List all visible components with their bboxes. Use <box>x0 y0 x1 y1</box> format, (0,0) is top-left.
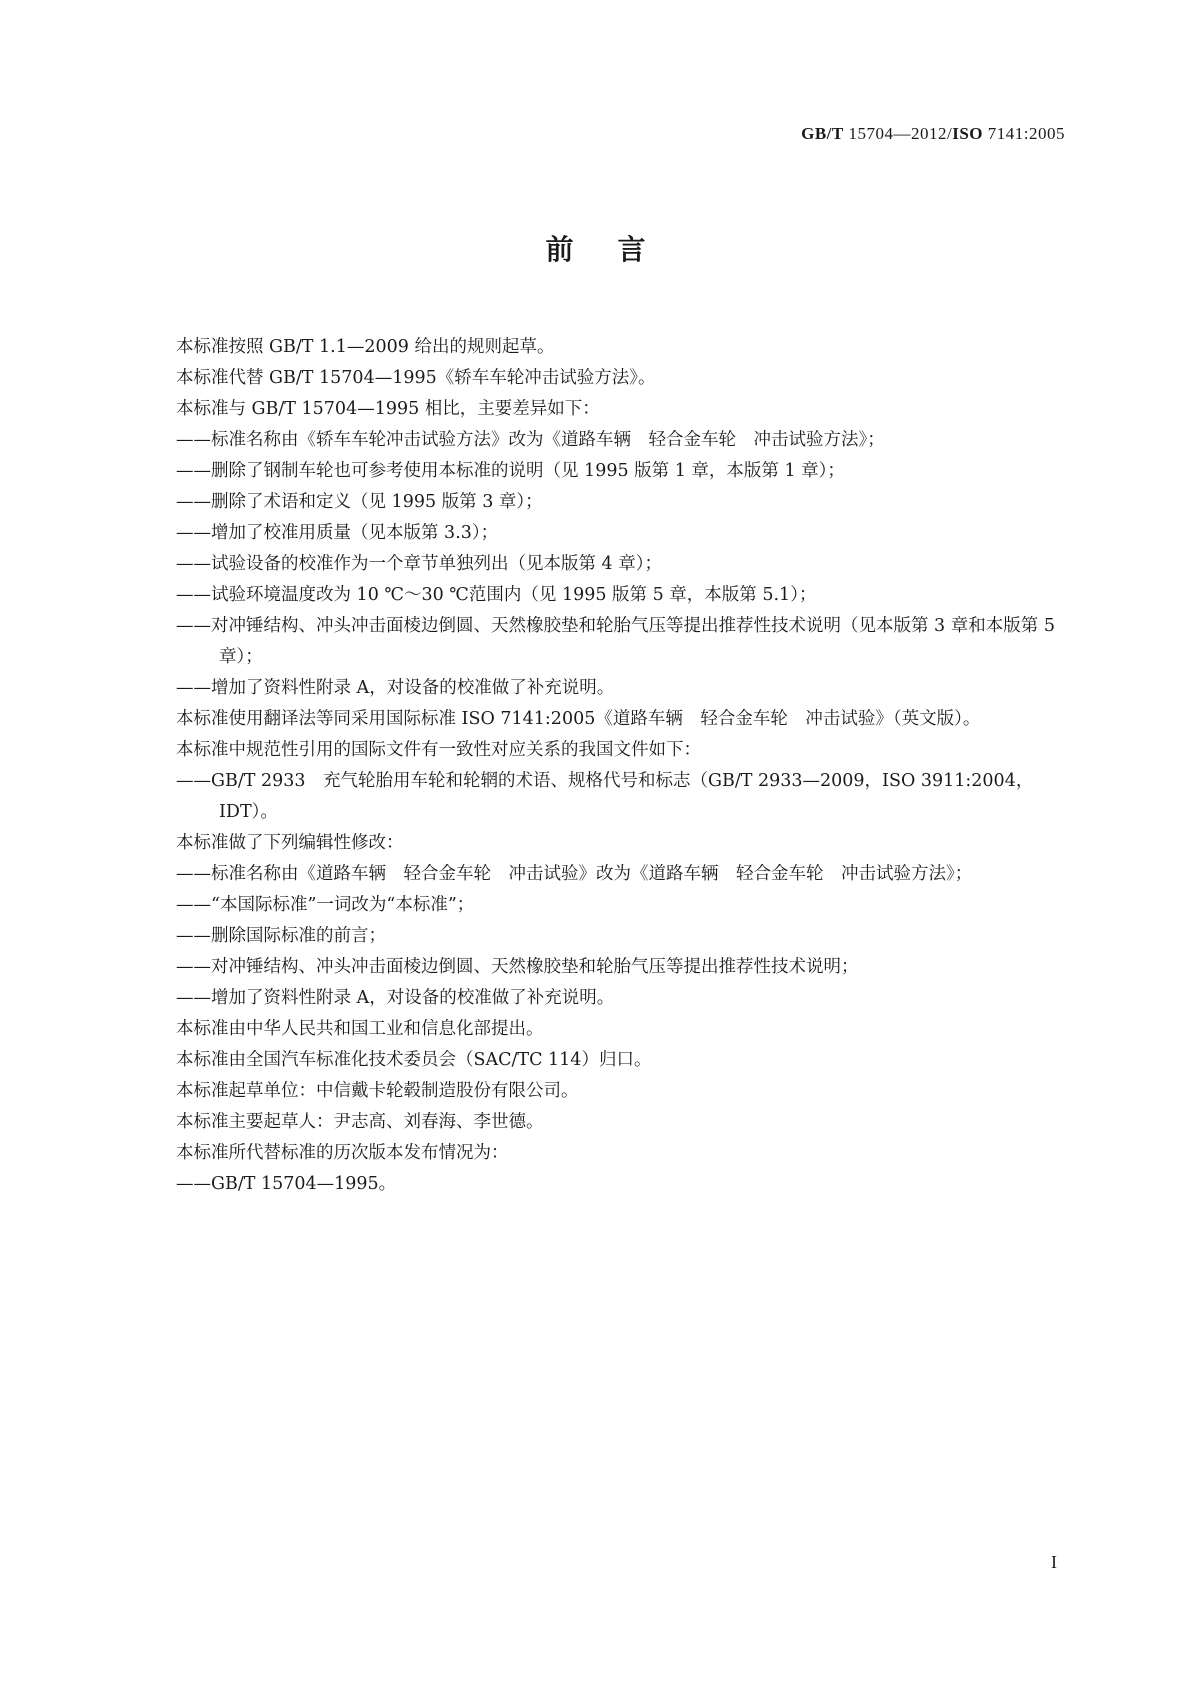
list-item: ——试验环境温度改为 10 ℃～30 ℃范围内（见 1995 版第 5 章，本版第 5.1）； <box>176 585 817 605</box>
paragraph: 本标准按照 GB/T 1.1—2009 给出的规则起草。 <box>176 337 555 357</box>
paragraph: 本标准与 GB/T 15704—1995 相比，主要差异如下： <box>176 399 600 419</box>
list-item: ——试验设备的校准作为一个章节单独列出（见本版第 4 章）； <box>176 554 663 574</box>
list-item: ——标准名称由《道路车辆 轻合金车轮 冲击试验》改为《道路车辆 轻合金车轮 冲击试验方法》； <box>176 864 973 884</box>
foreword-body <box>136 332 1064 1200</box>
list-item: ——删除了术语和定义（见 1995 版第 3 章）； <box>176 492 543 512</box>
paragraph: 本标准所代替标准的历次版本发布情况为： <box>176 1143 509 1163</box>
paragraph: 本标准代替 GB/T 15704—1995《轿车车轮冲击试验方法》。 <box>176 368 656 388</box>
paragraph: 本标准做了下列编辑性修改： <box>176 833 404 853</box>
list-item: ——增加了资料性附录 A，对设备的校准做了补充说明。 <box>176 678 615 698</box>
iso-prefix: ISO <box>952 124 984 143</box>
iso-number: 7141:2005 <box>983 124 1065 143</box>
list-item: ——“本国际标准”一词改为“本标准”； <box>176 895 475 915</box>
paragraph: 本标准由中华人民共和国工业和信息化部提出。 <box>176 1019 544 1039</box>
list-item: ——标准名称由《轿车车轮冲击试验方法》改为《道路车辆 轻合金车轮 冲击试验方法》； <box>176 430 885 450</box>
list-item: ——GB/T 15704—1995。 <box>176 1174 397 1194</box>
std-number: 15704—2012/ <box>843 124 953 143</box>
std-prefix: GB/T <box>801 124 844 143</box>
list-item: ——对冲锤结构、冲头冲击面棱边倒圆、天然橡胶垫和轮胎气压等提出推荐性技术说明（见本版第 3 章和本版第 5 章）； <box>176 616 1055 667</box>
list-item: ——增加了资料性附录 A，对设备的校准做了补充说明。 <box>176 988 615 1008</box>
paragraph: 本标准由全国汽车标准化技术委员会（SAC/TC 114）归口。 <box>176 1050 652 1070</box>
list-item: ——删除国际标准的前言； <box>176 926 386 946</box>
paragraph: 本标准使用翻译法等同采用国际标准 ISO 7141:2005《道路车辆 轻合金车轮 冲击试验》（英文版）。 <box>176 709 981 729</box>
paragraph: 本标准中规范性引用的国际文件有一致性对应关系的我国文件如下： <box>176 740 701 760</box>
list-item: ——对冲锤结构、冲头冲击面棱边倒圆、天然橡胶垫和轮胎气压等提出推荐性技术说明； <box>176 957 859 977</box>
list-item: ——GB/T 2933 充气轮胎用车轮和轮辋的术语、规格代号和标志（GB/T 2933—2009，ISO 3911:2004，IDT）。 <box>176 771 1034 822</box>
page-title: 前言 <box>545 233 690 266</box>
list-item: ——删除了钢制车轮也可参考使用本标准的说明（见 1995 版第 1 章，本版第 1 章）； <box>176 461 845 481</box>
paragraph: 本标准主要起草人：尹志高、刘春海、李世德。 <box>176 1112 544 1132</box>
paragraph: 本标准起草单位：中信戴卡轮毂制造股份有限公司。 <box>176 1081 579 1101</box>
standard-code <box>801 124 1065 144</box>
page-number: I <box>1051 1552 1057 1572</box>
list-item: ——增加了校准用质量（见本版第 3.3）； <box>176 523 499 543</box>
